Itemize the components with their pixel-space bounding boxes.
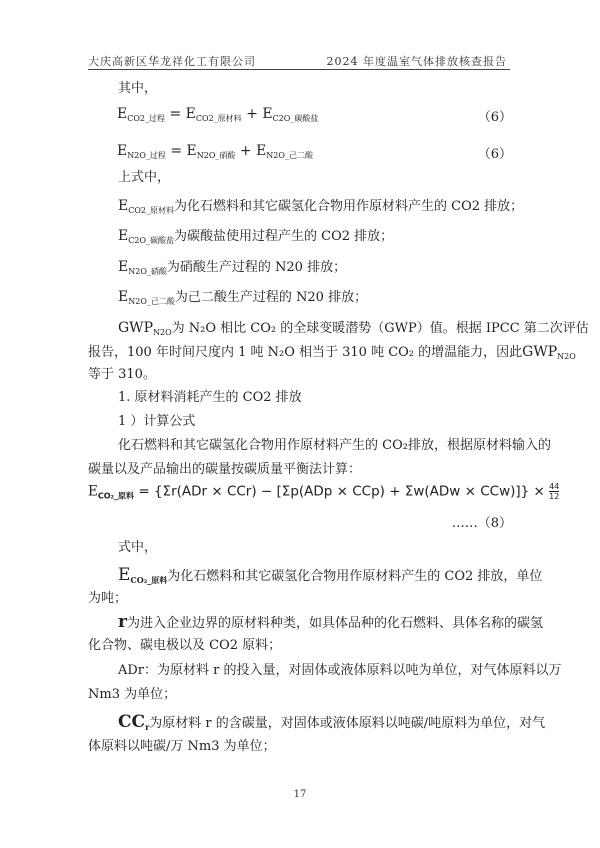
- paragraph-line: 化石燃料和其它碳氢化合物用作原材料产生的 CO₂排放，根据原材料输入的: [118, 438, 551, 453]
- variable-definition: r为进入企业边界的原材料种类，如具体品种的化石燃料、具体名称的碳氢: [118, 612, 543, 632]
- gwp-line-2: 报告，100 年时间尺度内 1 吨 N₂O 相当于 310 吨 CO₂ 的增温能力，因此$GWP_{N2O}$: [88, 344, 576, 361]
- equation-6a: $E_{CO2\_过程} = E_{CO2\_原材料} + E_{C2O\_碳酸盐}$: [117, 106, 319, 123]
- variable-definition-cont: 体原料以吨碳/万 Nm3 为单位；: [88, 739, 276, 754]
- equation-6b-number: （6）: [477, 147, 512, 162]
- header-divider: [88, 69, 510, 70]
- equation-8: $E_{CO_2\_原料} = \{\Sigma r(ADr \times CCr) - [\Sigma p(ADp \times CCp) + \Sigma w(ADw \times CCw)]\}$ × $\frac{44}{12}$: [88, 482, 560, 501]
- header-company: 大庆高新区华龙祥化工有限公司: [88, 55, 256, 68]
- gwp-line-1: $GWP_{N2O}$为 N₂O 相比 CO₂ 的全球变暖潜势（GWP）值。根据 IPCC 第二次评估: [118, 320, 589, 337]
- header-report-title: 2024 年度温室气体排放核查报告: [326, 55, 507, 68]
- intro-text: 其中，: [118, 81, 158, 96]
- paragraph-line: 碳量以及产品输出的碳量按碳质量平衡法计算：: [88, 462, 362, 477]
- variable-definition-cont: 为吨；: [88, 591, 128, 606]
- where-label-2: 式中，: [118, 540, 158, 555]
- variable-definition-cont: Nm3 为单位；: [88, 687, 177, 702]
- subsection-heading: 1 ）计算公式: [118, 414, 196, 429]
- definition-item: $E_{N2O\_硝酸}$为硝酸生产过程的 N20 排放；: [118, 259, 347, 276]
- variable-definition: $E_{CO_2\_原料}$为化石燃料和其它碳氢化合物用作原材料产生的 CO2 排放，单位: [118, 565, 543, 585]
- equation-6b: $E_{N2O\_过程} = E_{N2O\_硝酸} + E_{N2O\_己二酸}$: [117, 143, 313, 160]
- gwp-line-3: 等于 310。: [88, 367, 156, 382]
- where-label-1: 上式中，: [118, 170, 171, 185]
- equation-8-number: ……（8）: [451, 516, 512, 531]
- variable-definition: $CC_r$为原材料 r 的含碳量，对固体或液体原料以吨碳/吨原料为单位，对气: [118, 712, 546, 732]
- section-heading: 1. 原材料消耗产生的 CO2 排放: [118, 390, 302, 405]
- variable-definition: ADr：为原材料 r 的投入量，对固体或液体原料以吨为单位，对气体原料以万: [118, 663, 562, 678]
- definition-item: $E_{C2O\_碳酸盐}$为碳酸盐使用过程产生的 CO2 排放；: [118, 228, 394, 245]
- equation-6a-number: （6）: [477, 110, 512, 125]
- page-number: 17: [293, 789, 307, 800]
- definition-item: $E_{N2O\_己二酸}$为己二酸生产过程的 N20 排放；: [118, 289, 368, 306]
- variable-definition-cont: 化合物、碳电极以及 CO2 原料；: [88, 638, 282, 653]
- definition-item: $E_{CO2\_原材料}$为化石燃料和其它碳氢化合物用作原材料产生的 CO2 排放；: [118, 198, 524, 215]
